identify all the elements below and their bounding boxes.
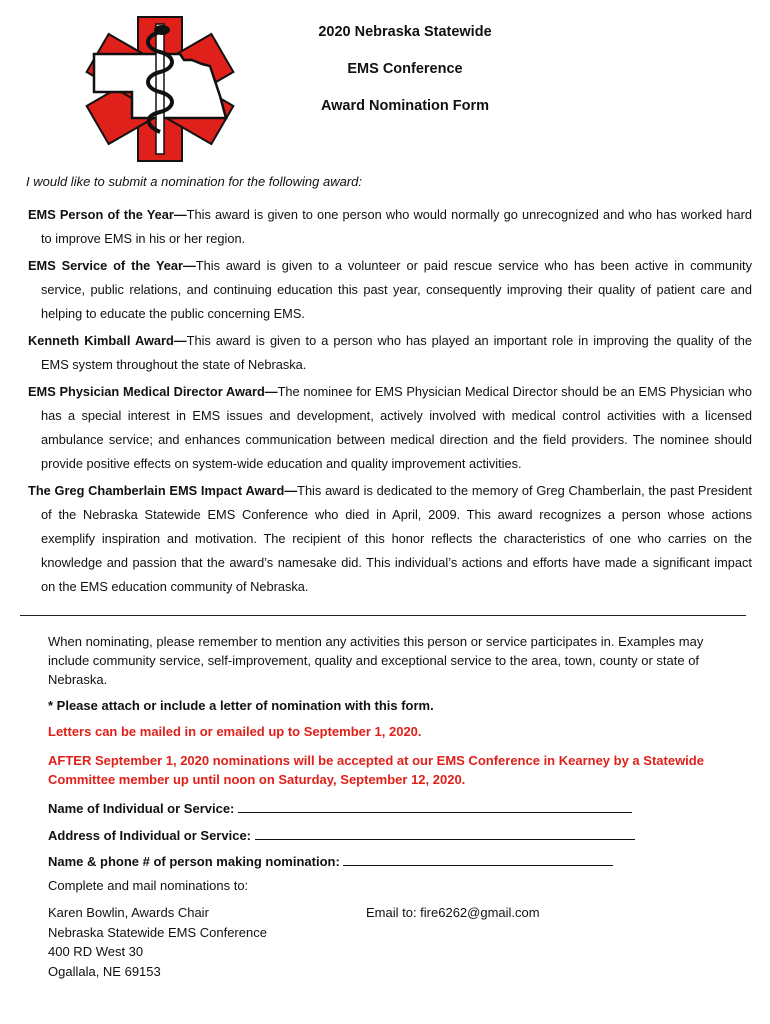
mailing-intro: Complete and mail nominations to:: [48, 878, 249, 893]
award-title: EMS Person of the Year—: [28, 207, 187, 222]
award-title: The Greg Chamberlain EMS Impact Award—: [28, 483, 298, 498]
nominator-label: Name & phone # of person making nomination:: [48, 854, 340, 869]
title-line-2: EMS Conference: [347, 61, 463, 77]
award-description: This award is given to a person who has played an important role in improving the quality of the EMS system throughout the state of Nebraska.: [41, 333, 752, 372]
mailing-org: Nebraska Statewide EMS Conference: [48, 924, 267, 940]
nominee-address-label: Address of Individual or Service:: [48, 828, 251, 843]
title-line-3: Award Nomination Form: [320, 98, 490, 114]
mailing-address: [48, 903, 348, 981]
award-physician-medical-director: [28, 380, 752, 476]
nominator-field[interactable]: [48, 851, 728, 869]
star-of-life-logo: [80, 14, 240, 164]
mailing-street: 400 RD West 30: [48, 944, 144, 959]
award-title: EMS Service of the Year—: [28, 258, 196, 273]
mailing-city: Ogallala, NE 69153: [48, 963, 161, 979]
award-description: This award is given to a volunteer or paid rescue service who has been active in community service, public relations, and continuing education this past year, consequently improving their quality of patient care and helping to educate the public concerning EMS.: [41, 258, 753, 321]
award-kenneth-kimball: [28, 329, 752, 377]
section-divider: [20, 615, 746, 616]
nominee-name-label: Name of Individual or Service:: [48, 801, 235, 816]
award-description: This award is dedicated to the memory of Greg Chamberlain, the past President of the Nebraska Statewide EMS Conference who died in April, 2009. This award recognizes a person whose actions exemplify inspiration and motivation. The recipient of this honor reflects the characteristics of one who carries on the knowledge and passion that the award’s namesake did. This individual’s actions and efforts have made a significant impact on the EMS education community of Nebraska.: [41, 483, 752, 594]
award-description: The nominee for EMS Physician Medical Director should be an EMS Physician who has a special interest in EMS issues and development, actively involved with medical control activities with a licensed ambulance service; and enhances communication between medical direction and the field providers. The nominee should provide positive effects on system-wide education and quality improvement activities.: [41, 384, 752, 471]
star-of-life-icon: [80, 14, 240, 164]
nominee-address-field[interactable]: [48, 825, 728, 843]
nominee-name-field[interactable]: [48, 798, 728, 816]
attach-letter-note: * Please attach or include a letter of nomination with this form.: [48, 698, 434, 713]
award-description: This award is given to one person who would normally go unrecognized and who has worked hard to improve EMS in his or her region.: [41, 207, 752, 246]
intro-text: I would like to submit a nomination for the following award:: [26, 174, 363, 189]
award-greg-chamberlain: [28, 479, 752, 599]
deadline-note: Letters can be mailed in or emailed up to September 1, 2020.: [48, 724, 422, 739]
award-person-of-year: [28, 203, 752, 251]
nominee-name-input-line[interactable]: [238, 798, 632, 813]
nomination-note: When nominating, please remember to mention any activities this person or service participates in. Examples may include community service, self-improvement, quality and exceptional service to the area, town, county or state of Nebraska.: [48, 634, 704, 687]
nominator-input-line[interactable]: [343, 851, 613, 866]
late-nomination-note: AFTER September 1, 2020 nominations will be accepted at our EMS Conference in Kearney by a Statewide Committee member up until noon on Saturday, September 12, 2020.: [48, 753, 704, 787]
nominee-address-input-line[interactable]: [255, 825, 635, 840]
award-service-of-year: [28, 254, 752, 326]
title-line-1: 2020 Nebraska Statewide: [318, 24, 492, 40]
award-title: EMS Physician Medical Director Award—: [28, 384, 278, 399]
mailing-name: Karen Bowlin, Awards Chair: [48, 905, 209, 920]
email-contact[interactable]: Email to: fire6262@gmail.com: [366, 905, 540, 920]
award-title: Kenneth Kimball Award—: [28, 333, 187, 348]
